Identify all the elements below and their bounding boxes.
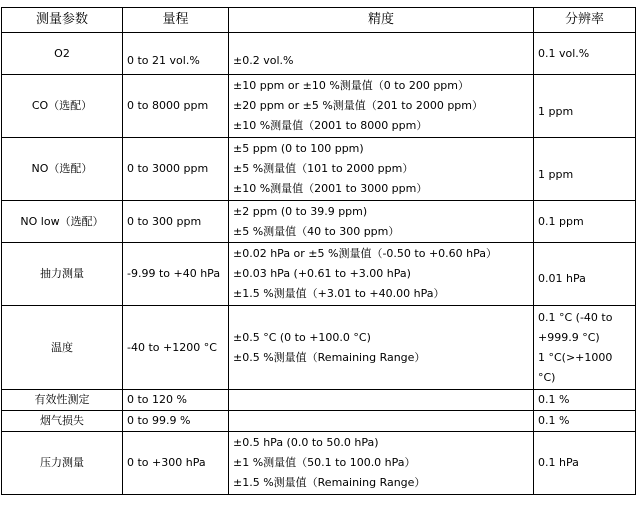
table-row <box>2 411 636 432</box>
param-cell: 抽力测量 <box>2 243 123 306</box>
accuracy-line: ±0.2 vol.% <box>233 53 294 67</box>
accuracy-line: ±20 ppm or ±5 %测量值（201 to 2000 ppm） <box>233 99 484 112</box>
accuracy-line: ±0.02 hPa or ±5 %测量值（-0.50 to +0.60 hPa） <box>233 247 498 260</box>
table-row <box>2 138 636 201</box>
header-resolution: 分辨率 <box>534 8 636 33</box>
param-cell: 压力测量 <box>2 432 123 495</box>
range-cell: 0 to +300 hPa <box>123 432 229 495</box>
header-range: 量程 <box>123 8 229 33</box>
accuracy-line: ±0.03 hPa (+0.61 to +3.00 hPa) <box>233 267 411 280</box>
param-cell: O2 <box>2 33 123 75</box>
header-row <box>2 8 636 33</box>
accuracy-line: ±5 %测量值（40 to 300 ppm） <box>233 224 400 238</box>
resolution-cell <box>534 75 636 138</box>
table-row <box>2 390 636 411</box>
accuracy-line: ±1.5 %测量值（Remaining Range） <box>233 476 426 489</box>
resolution-line: 0.1 % <box>538 414 570 427</box>
resolution-line: 0.1 °C (-40 to +999.9 °C) <box>538 310 613 344</box>
resolution-cell <box>534 411 636 432</box>
accuracy-line: ±1 %测量值（50.1 to 100.0 hPa） <box>233 456 416 469</box>
range-cell: -40 to +1200 °C <box>123 306 229 390</box>
range-cell: -9.99 to +40 hPa <box>123 243 229 306</box>
accuracy-cell <box>229 306 534 390</box>
accuracy-line: ±10 %测量值（2001 to 8000 ppm） <box>233 119 428 132</box>
range-cell: 0 to 300 ppm <box>123 201 229 243</box>
accuracy-cell <box>229 432 534 495</box>
table-row <box>2 201 636 243</box>
spec-table <box>1 7 636 495</box>
accuracy-line: ±10 %测量值（2001 to 3000 ppm） <box>233 182 428 195</box>
accuracy-cell <box>229 243 534 306</box>
resolution-line: 0.01 hPa <box>538 272 586 285</box>
accuracy-line: ±0.5 hPa (0.0 to 50.0 hPa) <box>233 436 379 449</box>
resolution-cell <box>534 138 636 201</box>
param-cell: NO（选配） <box>2 138 123 201</box>
resolution-line: 0.1 vol.% <box>538 46 590 60</box>
accuracy-line: ±2 ppm (0 to 39.9 ppm) <box>233 204 368 218</box>
resolution-line: 0.1 ppm <box>538 214 584 228</box>
accuracy-cell <box>229 138 534 201</box>
table-row <box>2 75 636 138</box>
param-cell: 烟气损失 <box>2 411 123 432</box>
resolution-line: 0.1 % <box>538 393 570 406</box>
resolution-line: 1 ppm <box>538 168 574 181</box>
table-row <box>2 306 636 390</box>
accuracy-cell <box>229 75 534 138</box>
accuracy-line: ±5 %测量值（101 to 2000 ppm） <box>233 162 414 175</box>
header-accuracy: 精度 <box>229 8 534 33</box>
header-param: 测量参数 <box>2 8 123 33</box>
accuracy-line: ±10 ppm or ±10 %测量值（0 to 200 ppm） <box>233 79 470 92</box>
accuracy-line: ±1.5 %测量值（+3.01 to +40.00 hPa） <box>233 287 445 300</box>
resolution-cell <box>534 432 636 495</box>
table-row <box>2 243 636 306</box>
resolution-cell <box>534 390 636 411</box>
resolution-line: 1 ppm <box>538 105 574 118</box>
resolution-cell <box>534 243 636 306</box>
resolution-cell <box>534 201 636 243</box>
resolution-cell <box>534 33 636 75</box>
param-cell: NO low（选配） <box>2 201 123 243</box>
accuracy-cell <box>229 390 534 411</box>
accuracy-line: ±5 ppm (0 to 100 ppm) <box>233 142 364 155</box>
accuracy-line: ±0.5 °C (0 to +100.0 °C) <box>233 330 371 344</box>
table-row <box>2 432 636 495</box>
table-row <box>2 33 636 75</box>
resolution-line: 1 °C(>+1000 °C) <box>538 350 613 384</box>
param-cell: 有效性测定 <box>2 390 123 411</box>
accuracy-line: ±0.5 %测量值（Remaining Range） <box>233 350 426 364</box>
resolution-cell <box>534 306 636 390</box>
accuracy-cell <box>229 201 534 243</box>
accuracy-cell <box>229 33 534 75</box>
range-cell: 0 to 8000 ppm <box>123 75 229 138</box>
resolution-line: 0.1 hPa <box>538 456 579 469</box>
range-cell: 0 to 21 vol.% <box>123 33 229 75</box>
param-cell: CO（选配） <box>2 75 123 138</box>
accuracy-cell <box>229 411 534 432</box>
range-cell: 0 to 3000 ppm <box>123 138 229 201</box>
range-cell: 0 to 120 % <box>123 390 229 411</box>
param-cell: 温度 <box>2 306 123 390</box>
range-cell: 0 to 99.9 % <box>123 411 229 432</box>
